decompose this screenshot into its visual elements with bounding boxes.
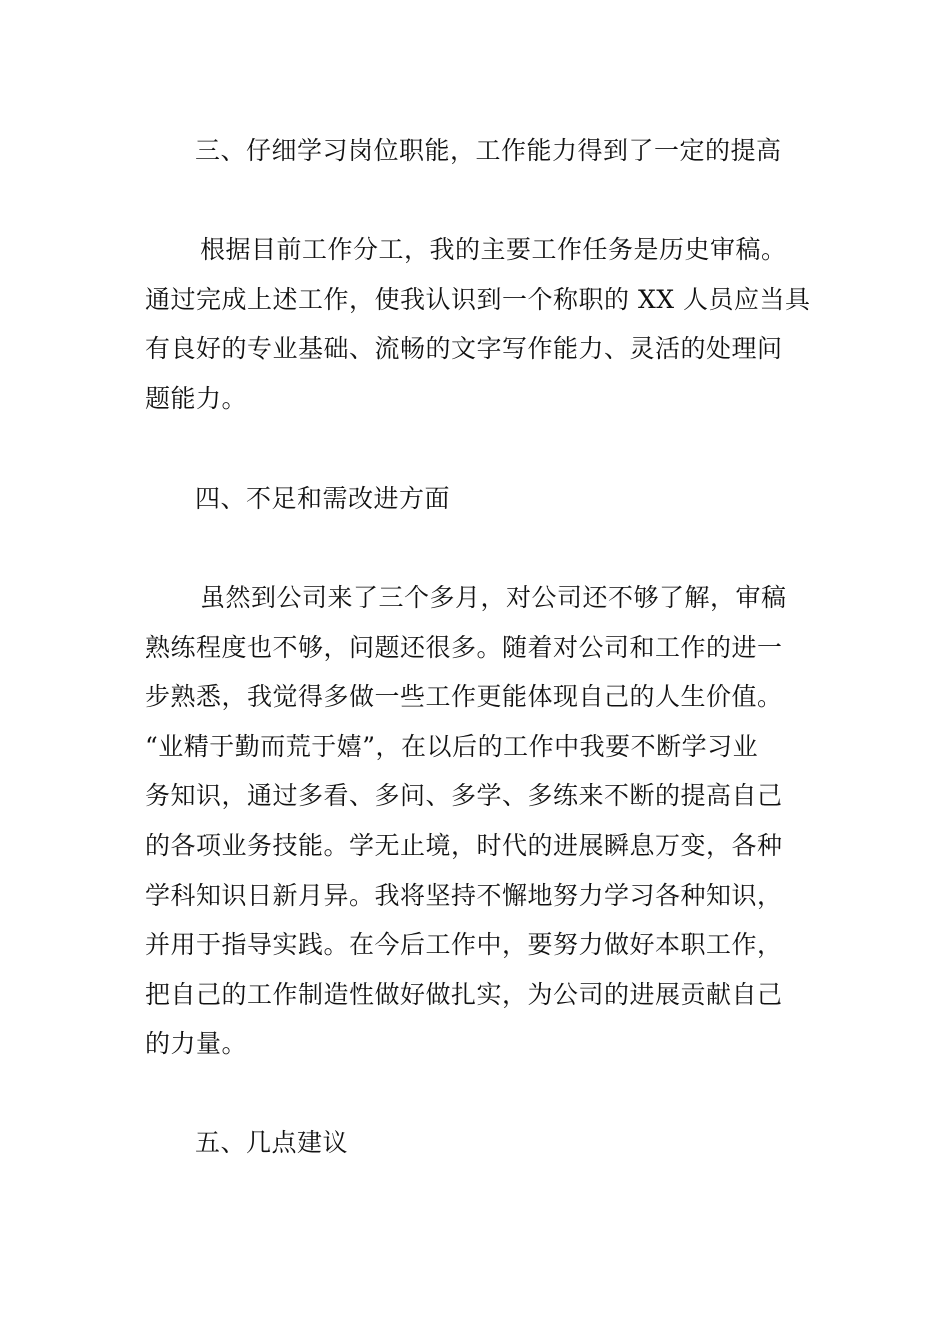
- section-3-paragraph: [145, 225, 810, 423]
- paragraph-line: 有良好的专业基础、流畅的文字写作能力、灵活的处理问: [145, 334, 783, 364]
- section-4-heading: 四、不足和需改进方面: [195, 484, 451, 513]
- paragraph-line: 熟练程度也不够，问题还很多。随着对公司和工作的进一: [145, 632, 783, 662]
- paragraph-line: 务知识，通过多看、多问、多学、多练来不断的提高自己: [145, 781, 783, 811]
- paragraph-line: 并用于指导实践。在今后工作中，要努力做好本职工作，: [145, 930, 783, 960]
- paragraph-line: 题能力。: [145, 383, 248, 413]
- paragraph-line: 学科知识日新月异。我将坚持不懈地努力学习各种知识，: [145, 880, 783, 910]
- paragraph-line: 把自己的工作制造性做好做扎实，为公司的进展贡献自己: [145, 979, 783, 1009]
- paragraph-line: 的力量。: [145, 1029, 248, 1059]
- paragraph-line: 步熟悉，我觉得多做一些工作更能体现自己的人生价值。: [145, 682, 783, 712]
- paragraph-line: 的各项业务技能。学无止境，时代的进展瞬息万变，各种: [145, 830, 783, 860]
- section-4-paragraph: [145, 573, 810, 1069]
- paragraph-line: 虽然到公司来了三个多月，对公司还不够了解，审稿: [200, 583, 787, 612]
- paragraph-line: “业精于勤而荒于嬉”，在以后的工作中我要不断学习业: [145, 731, 759, 761]
- section-3-heading: 三、仔细学习岗位职能，工作能力得到了一定的提高: [195, 136, 782, 165]
- paragraph-line: 通过完成上述工作，使我认识到一个称职的 XX 人员应当具: [145, 284, 811, 314]
- section-5-heading: 五、几点建议: [195, 1128, 349, 1157]
- paragraph-line: 根据目前工作分工，我的主要工作任务是历史审稿。: [200, 235, 787, 264]
